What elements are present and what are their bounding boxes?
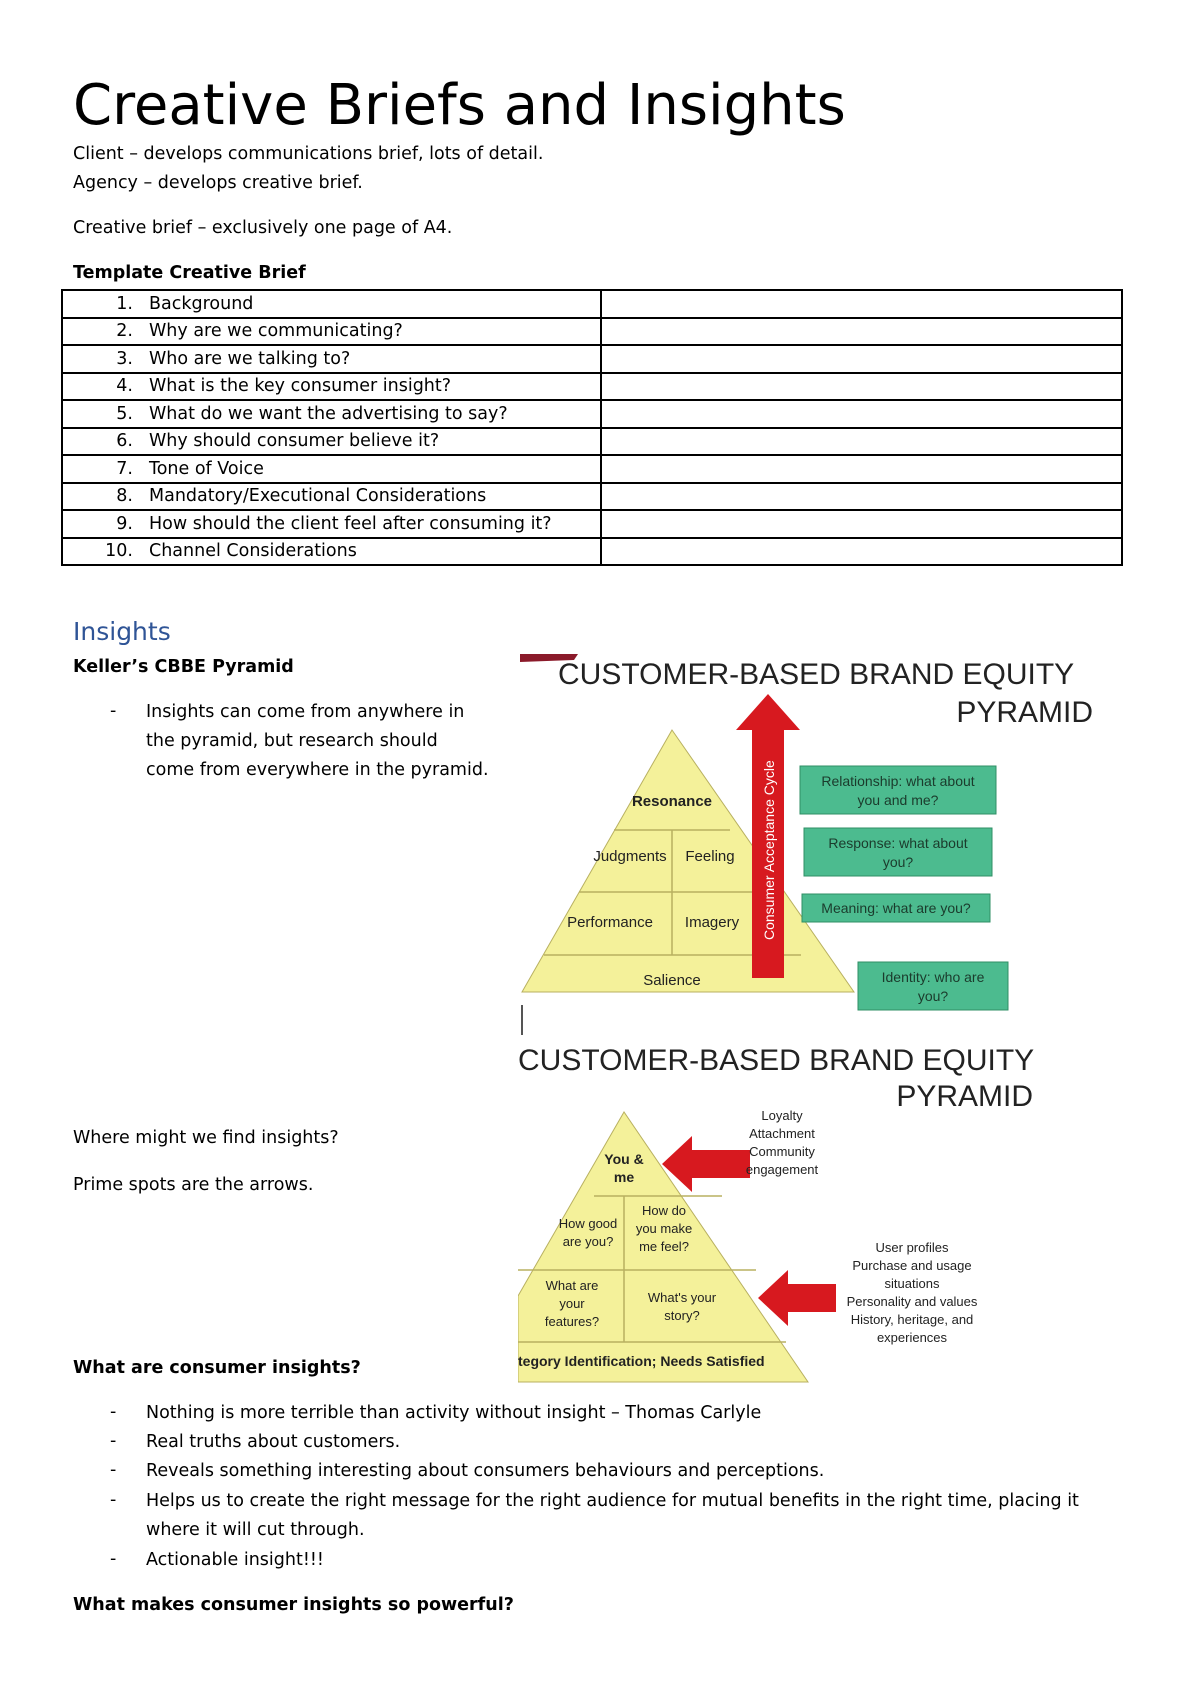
top-note-line: engagement <box>745 1162 819 1177</box>
template-row <box>62 373 1122 401</box>
consumer-bullet: Reveals something interesting about consumers behaviours and perceptions. <box>146 1461 825 1481</box>
bullet-dash: - <box>110 1460 117 1480</box>
bullet-dash: - <box>110 701 117 721</box>
template-row <box>62 483 1122 511</box>
template-row <box>62 455 1122 483</box>
template-row-answer-cell <box>601 483 1122 511</box>
box-meaning-line: Meaning: what are you? <box>821 900 971 916</box>
template-row-question: Who are we talking to? <box>143 345 601 373</box>
mid-note-line: User profiles <box>875 1240 949 1255</box>
top-note-line: Loyalty <box>761 1108 803 1123</box>
template-row-answer-cell <box>601 345 1122 373</box>
what-are-line: What are <box>545 1278 599 1293</box>
what-are-line: features? <box>544 1314 600 1329</box>
template-table <box>61 289 1123 566</box>
mid-note-line: History, heritage, and <box>850 1312 974 1327</box>
template-row-answer-cell <box>601 428 1122 456</box>
template-row-question: How should the client feel after consuming it? <box>143 510 601 538</box>
keller-heading: Keller’s CBBE Pyramid <box>73 657 294 677</box>
bullet-dash: - <box>110 1402 117 1422</box>
template-row-answer-cell <box>601 373 1122 401</box>
you-me-line: You & <box>604 1151 644 1167</box>
template-row <box>62 318 1122 346</box>
template-row-question: Why are we communicating? <box>143 318 601 346</box>
box-response-line: you? <box>882 854 914 870</box>
top-note-line: Attachment <box>749 1126 815 1141</box>
box-relationship-line: Relationship: what about <box>821 773 975 789</box>
template-row <box>62 428 1122 456</box>
figure2-title-line1: CUSTOMER-BASED BRAND EQUITY <box>518 1044 1035 1077</box>
you-me-line: me <box>613 1169 635 1185</box>
template-row-question: What is the key consumer insight? <box>143 373 601 401</box>
insights-heading: Insights <box>73 617 171 646</box>
consumer-bullet-continuation: where it will cut through. <box>146 1520 365 1540</box>
template-row-number: 9. <box>62 510 143 538</box>
consumer-bullet: Actionable insight!!! <box>146 1550 324 1570</box>
how-do-line: you make <box>635 1221 693 1236</box>
box-identity-line: you? <box>917 988 949 1004</box>
template-row <box>62 400 1122 428</box>
page-title: Creative Briefs and Insights <box>73 73 846 138</box>
template-heading: Template Creative Brief <box>73 263 306 283</box>
level-imagery: Imagery <box>684 914 740 931</box>
top-note-line: Community <box>749 1144 815 1159</box>
cbbe-arrows-figure <box>518 1040 1038 1385</box>
whats-story-line: What's your <box>647 1290 717 1305</box>
how-do-line: me feel? <box>639 1239 689 1254</box>
whats-story-line: story? <box>664 1308 700 1323</box>
base-level-label: tegory Identification; Needs Satisfied <box>518 1353 765 1369</box>
consumer-bullet: Nothing is more terrible than activity without insight – Thomas Carlyle <box>146 1403 762 1423</box>
template-row <box>62 345 1122 373</box>
template-row-answer-cell <box>601 510 1122 538</box>
template-row-number: 5. <box>62 400 143 428</box>
template-row-answer-cell <box>601 455 1122 483</box>
level-performance: Performance <box>567 914 653 931</box>
template-row-number: 7. <box>62 455 143 483</box>
template-row-number: 8. <box>62 483 143 511</box>
level-salience: Salience <box>643 972 701 989</box>
acceptance-arrow-label: Consumer Acceptance Cycle <box>761 760 777 940</box>
template-row-number: 10. <box>62 538 143 566</box>
template-row-number: 4. <box>62 373 143 401</box>
prime-spots: Prime spots are the arrows. <box>73 1175 314 1195</box>
figure2-title-line2: PYRAMID <box>896 1080 1033 1113</box>
intro-agency: Agency – develops creative brief. <box>73 173 363 193</box>
keller-bullet-line: come from everywhere in the pyramid. <box>146 760 489 780</box>
consumer-bullet: Real truths about customers. <box>146 1432 401 1452</box>
mid-note-line: situations <box>884 1276 940 1291</box>
box-response-line: Response: what about <box>828 835 968 851</box>
figure1-title-line2: PYRAMID <box>956 696 1093 729</box>
template-row-answer-cell <box>601 318 1122 346</box>
template-row-number: 3. <box>62 345 143 373</box>
intro-creative-brief: Creative brief – exclusively one page of A4. <box>73 218 453 238</box>
box-identity-line: Identity: who are <box>881 969 985 985</box>
powerful-heading: What makes consumer insights so powerful? <box>73 1595 514 1615</box>
consumer-bullet: Helps us to create the right message for the right audience for mutual benefits in the right time, placing it <box>146 1491 1079 1511</box>
keller-bullet-line: the pyramid, but research should <box>146 731 438 751</box>
template-row-number: 1. <box>62 290 143 318</box>
mid-note-line: Personality and values <box>846 1294 978 1309</box>
where-insights: Where might we find insights? <box>73 1128 339 1148</box>
template-row-number: 2. <box>62 318 143 346</box>
level-feeling: Feeling <box>685 848 735 865</box>
template-row-question: Why should consumer believe it? <box>143 428 601 456</box>
template-row-question: Channel Considerations <box>143 538 601 566</box>
template-row-number: 6. <box>62 428 143 456</box>
template-row-question: Mandatory/Executional Considerations <box>143 483 601 511</box>
what-are-line: your <box>559 1296 585 1311</box>
template-row-answer-cell <box>601 290 1122 318</box>
bullet-dash: - <box>110 1431 117 1451</box>
how-good-line: How good <box>558 1216 618 1231</box>
how-good-line: are you? <box>562 1234 614 1249</box>
box-relationship-line: you and me? <box>857 792 939 808</box>
how-do-line: How do <box>641 1203 687 1218</box>
template-row <box>62 510 1122 538</box>
level-judgments: Judgments <box>593 848 667 865</box>
bullet-dash: - <box>110 1490 117 1510</box>
keller-bullet-line: Insights can come from anywhere in <box>146 702 465 722</box>
template-row-answer-cell <box>601 538 1122 566</box>
cbbe-pyramid-figure <box>518 650 1098 1035</box>
mid-note-line: Purchase and usage <box>852 1258 972 1273</box>
mid-note-line: experiences <box>876 1330 948 1345</box>
template-row-question: What do we want the advertising to say? <box>143 400 601 428</box>
bullet-dash: - <box>110 1549 117 1569</box>
intro-client: Client – develops communications brief, lots of detail. <box>73 144 544 164</box>
template-row-question: Tone of Voice <box>143 455 601 483</box>
template-row <box>62 538 1122 566</box>
template-row <box>62 290 1122 318</box>
template-row-question: Background <box>143 290 601 318</box>
consumer-insights-heading: What are consumer insights? <box>73 1358 361 1378</box>
level-resonance: Resonance <box>631 793 713 810</box>
template-row-answer-cell <box>601 400 1122 428</box>
figure1-title-line1: CUSTOMER-BASED BRAND EQUITY <box>558 658 1075 691</box>
